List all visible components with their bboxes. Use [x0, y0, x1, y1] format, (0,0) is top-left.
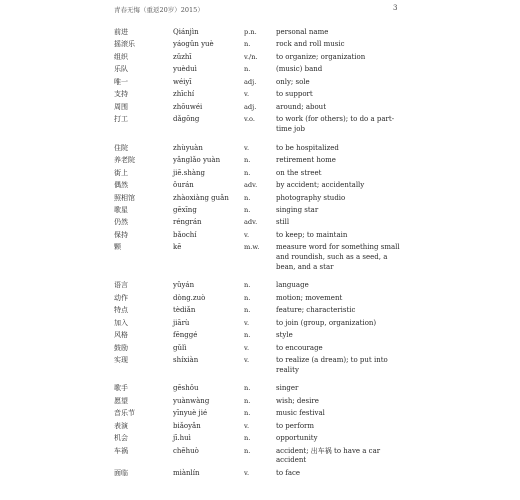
vocab-pinyin: tèdiǎn: [173, 306, 196, 315]
vocab-definition: accident; 出车祸 to have a car accident: [276, 446, 381, 465]
vocab-pinyin: zhùyuàn: [173, 143, 203, 152]
vocab-row: [114, 384, 404, 394]
vocab-definition: by accident; accidentally: [276, 181, 365, 190]
vocab-pinyin: zǔzhī: [173, 52, 192, 61]
vocab-part-of-speech: v.: [244, 230, 250, 239]
vocab-row: [114, 103, 404, 113]
vocab-word: 摇滚乐: [114, 40, 135, 49]
vocab-pinyin: bǎochí: [173, 230, 197, 239]
vocab-row: [114, 53, 404, 63]
vocab-word: 愿望: [114, 396, 128, 405]
vocab-word: 实现: [114, 356, 128, 365]
vocab-row: [114, 28, 404, 38]
vocab-part-of-speech: v./n.: [244, 52, 258, 61]
vocab-row: [114, 218, 404, 228]
vocab-definition: to be hospitalized: [276, 143, 339, 152]
vocab-row: [114, 194, 404, 204]
vocab-pinyin: yǔyán: [173, 281, 195, 290]
vocab-pinyin: zhàoxiàng guǎn: [173, 193, 229, 202]
vocab-definition: language: [276, 281, 309, 290]
vocab-part-of-speech: n.: [244, 40, 251, 49]
vocab-pinyin: kē: [173, 243, 182, 252]
vocab-part-of-speech: v.: [244, 356, 250, 365]
vocab-row: [114, 331, 404, 341]
vocab-word: 唯一: [114, 77, 128, 86]
vocab-part-of-speech: v.: [244, 318, 250, 327]
vocab-part-of-speech: n.: [244, 293, 251, 302]
vocab-part-of-speech: n.: [244, 396, 251, 405]
vocab-row: [114, 65, 404, 75]
vocab-row: [114, 78, 404, 88]
vocab-part-of-speech: m.w.: [244, 243, 260, 252]
vocab-row: [114, 447, 404, 466]
vocab-definition: motion; movement: [276, 293, 343, 302]
vocab-pinyin: wéiyī: [173, 77, 192, 86]
vocab-word: 保持: [114, 230, 128, 239]
vocab-pinyin: jiē.shàng: [173, 168, 206, 177]
vocab-definition: to join (group, organization): [276, 318, 377, 327]
vocab-part-of-speech: n.: [244, 434, 251, 443]
vocab-part-of-speech: v.: [244, 468, 250, 477]
vocab-pinyin: réngrán: [173, 218, 202, 227]
vocab-word: 动作: [114, 293, 128, 302]
running-title: 青春无悔（重返20岁）2015）: [114, 6, 204, 14]
vocab-definition: still: [276, 218, 290, 227]
vocab-row: [114, 409, 404, 419]
vocab-word: 养老院: [114, 156, 135, 165]
vocab-part-of-speech: n.: [244, 281, 251, 290]
vocab-definition: to encourage: [276, 343, 323, 352]
vocab-part-of-speech: n.: [244, 206, 251, 214]
vocab-word: 乐队: [114, 65, 128, 74]
vocab-row: [114, 319, 404, 329]
vocabulary-list: [114, 28, 404, 481]
vocab-pinyin: shíxiàn: [173, 356, 199, 365]
page-number: 3: [393, 4, 398, 12]
vocab-part-of-speech: adj.: [244, 77, 257, 86]
vocab-definition: on the street: [276, 168, 322, 177]
vocab-definition: measure word for something small and roundish, such as a seed, a bean, and a star: [276, 243, 400, 271]
vocab-definition: to organize; organization: [276, 52, 366, 61]
vocab-word: 歌星: [114, 206, 128, 214]
vocab-word: 歌手: [114, 384, 128, 393]
vocab-pinyin: jī.huì: [173, 434, 191, 443]
vocab-pinyin: fēnggé: [173, 331, 198, 340]
vocab-pinyin: yǎnglǎo yuàn: [173, 156, 221, 165]
vocab-word: 前进: [114, 28, 128, 36]
vocab-row: [114, 306, 404, 316]
vocab-part-of-speech: v.o.: [244, 115, 255, 124]
vocab-part-of-speech: n.: [244, 168, 251, 177]
vocab-definition: photography studio: [276, 193, 346, 202]
vocab-part-of-speech: adj.: [244, 102, 257, 111]
vocab-part-of-speech: n.: [244, 306, 251, 315]
vocab-pinyin: biǎoyǎn: [173, 421, 201, 430]
vocab-row: [114, 243, 404, 272]
vocab-definition: rock and roll music: [276, 40, 345, 49]
vocab-part-of-speech: n.: [244, 156, 251, 165]
vocab-definition: personal name: [276, 28, 329, 36]
vocab-pinyin: zhīchí: [173, 90, 195, 99]
vocab-definition: to support: [276, 90, 313, 99]
vocab-part-of-speech: v.: [244, 90, 250, 99]
vocab-definition: singing star: [276, 206, 319, 214]
vocab-word: 偶然: [114, 181, 128, 190]
vocab-pinyin: gǔlì: [173, 343, 187, 352]
vocab-pinyin: Qiánjìn: [173, 28, 199, 36]
vocab-definition: to work (for others); to do a part-time job: [276, 115, 395, 133]
vocab-part-of-speech: n.: [244, 193, 251, 202]
vocab-word: 风格: [114, 331, 128, 340]
vocab-pinyin: dòng.zuò: [173, 293, 206, 302]
vocab-pinyin: yuèduì: [173, 65, 197, 74]
vocab-part-of-speech: v.: [244, 343, 250, 352]
vocab-row: [114, 181, 404, 191]
vocab-part-of-speech: n.: [244, 384, 251, 393]
vocab-part-of-speech: v.: [244, 421, 250, 430]
vocab-pinyin: yīnyuè jié: [173, 409, 208, 418]
vocab-definition: style: [276, 331, 293, 340]
vocab-part-of-speech: adv.: [244, 218, 258, 227]
vocab-pinyin: gēshǒu: [173, 384, 199, 393]
vocab-row: [114, 434, 404, 444]
vocab-word: 颗: [114, 243, 121, 252]
vocab-word: 音乐节: [114, 409, 135, 418]
vocab-row: [114, 281, 404, 291]
vocab-row: [114, 156, 404, 166]
vocab-part-of-speech: n.: [244, 331, 251, 340]
vocab-definition: feature; characteristic: [276, 306, 356, 315]
vocab-word: 组织: [114, 52, 128, 61]
vocab-pinyin: ǒurán: [173, 181, 194, 190]
vocab-definition: wish; desire: [276, 396, 319, 405]
vocab-row: [114, 469, 404, 479]
vocab-part-of-speech: v.: [244, 143, 250, 152]
vocab-definition: only; sole: [276, 77, 310, 86]
vocab-word: 周围: [114, 102, 128, 111]
vocab-part-of-speech: n.: [244, 65, 251, 74]
vocab-word: 住院: [114, 143, 128, 152]
vocab-part-of-speech: n.: [244, 446, 251, 455]
vocab-row: [114, 40, 404, 50]
vocab-definition: to face: [276, 468, 301, 477]
vocab-row: [114, 144, 404, 154]
vocab-row: [114, 344, 404, 354]
vocab-row: [114, 90, 404, 100]
vocab-row: [114, 115, 404, 134]
vocab-definition: (music) band: [276, 65, 323, 74]
vocab-pinyin: miànlín: [173, 468, 200, 477]
vocab-definition: opportunity: [276, 434, 318, 443]
vocab-word: 语言: [114, 281, 128, 290]
vocab-word: 街上: [114, 168, 128, 177]
vocab-row: [114, 356, 404, 375]
vocab-row: [114, 422, 404, 432]
vocab-definition: around; about: [276, 102, 327, 111]
vocab-word: 照相馆: [114, 193, 135, 202]
vocab-word: 面临: [114, 468, 128, 477]
vocab-row: [114, 206, 404, 216]
vocab-pinyin: yáogǔn yuè: [173, 40, 214, 49]
vocab-row: [114, 397, 404, 407]
vocab-pinyin: yuànwàng: [173, 396, 210, 405]
vocab-part-of-speech: p.n.: [244, 28, 257, 36]
vocab-pinyin: zhōuwéi: [173, 102, 203, 111]
vocab-word: 机会: [114, 434, 128, 443]
vocab-definition: singer: [276, 384, 299, 393]
vocab-definition: to keep; to maintain: [276, 230, 348, 239]
vocab-definition: to perform: [276, 421, 315, 430]
vocab-word: 打工: [114, 115, 128, 124]
vocab-word: 特点: [114, 306, 128, 315]
vocab-pinyin: dǎgōng: [173, 115, 200, 124]
vocab-pinyin: gēxīng: [173, 206, 197, 214]
vocab-pinyin: jiārù: [173, 318, 190, 327]
vocab-definition: music festival: [276, 409, 325, 418]
vocab-word: 车祸: [114, 446, 128, 455]
vocab-row: [114, 169, 404, 179]
vocab-definition: retirement home: [276, 156, 336, 165]
vocab-word: 加入: [114, 318, 128, 327]
vocab-pinyin: chēhuò: [173, 446, 199, 455]
vocab-word: 鼓励: [114, 343, 128, 352]
vocab-part-of-speech: adv.: [244, 181, 258, 190]
vocab-word: 仍然: [114, 218, 128, 227]
vocab-part-of-speech: n.: [244, 409, 251, 418]
vocab-row: [114, 294, 404, 304]
vocab-word: 表演: [114, 421, 128, 430]
vocab-word: 支持: [114, 90, 128, 99]
vocab-definition: to realize (a dream); to put into reality: [276, 356, 388, 374]
vocab-row: [114, 231, 404, 241]
